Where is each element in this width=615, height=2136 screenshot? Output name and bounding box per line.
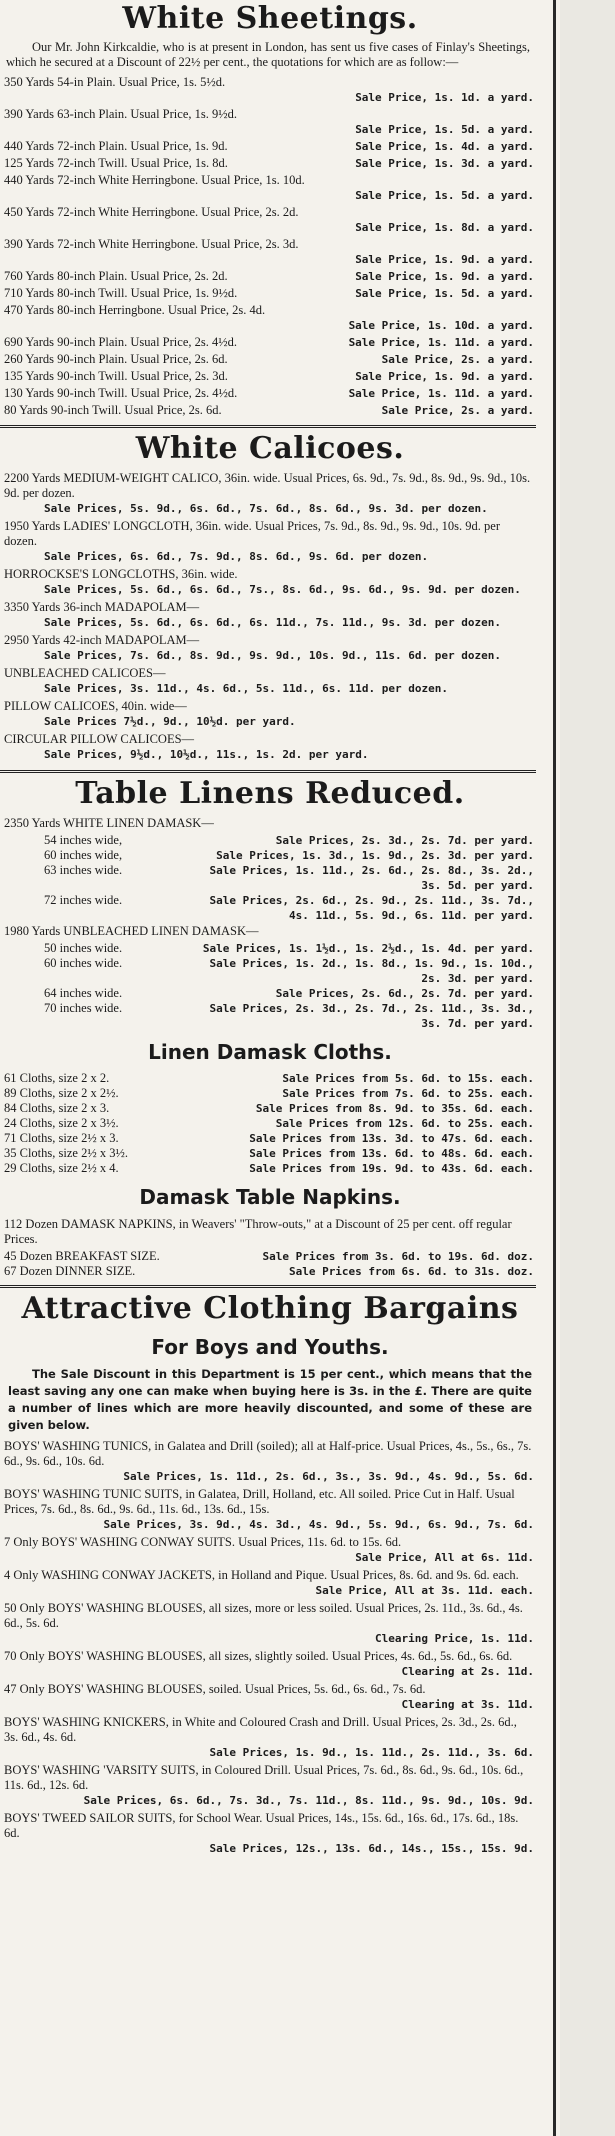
cloth-size: 84 Cloths, size 2 x 3. (4, 1101, 110, 1115)
item-description: 690 Yards 90-inch Plain. Usual Price, 2s. 4½d. (4, 335, 237, 349)
width-label: 63 inches wide. (44, 863, 123, 877)
item-description: 3350 Yards 36-inch MADAPOLAM— (4, 600, 200, 614)
cloth-size: 71 Cloths, size 2½ x 3. (4, 1131, 119, 1145)
damask-row (0, 941, 540, 956)
clothing-item (0, 1762, 540, 1810)
sale-price: Clearing at 2s. 11d. (401, 1665, 534, 1678)
width-label: 54 inches wide, (44, 833, 123, 847)
damask-row (0, 986, 540, 1001)
sale-price: Sale Prices from 19s. 9d. to 43s. 6d. each. (249, 1162, 534, 1175)
clothing-item (0, 1681, 540, 1714)
sale-price: Clearing Price, 1s. 11d. (375, 1632, 534, 1645)
sale-price: Sale Prices, 12s., 13s. 6d., 14s., 15s., 15s. 9d. (209, 1842, 534, 1855)
sale-price: Sale Prices, 2s. 3d., 2s. 7d. per yard. (275, 834, 534, 847)
sale-price: Sale Price, 1s. 5d. a yard. (355, 287, 534, 300)
item-description: 710 Yards 80-inch Twill. Usual Price, 1s. 9½d. (4, 286, 238, 300)
sheeting-item (0, 351, 540, 368)
sale-price: Sale Prices, 2s. 6d., 2s. 9d., 2s. 11d., 3s. 7d., 4s. 11d., 5s. 9d., 6s. 11d. per yard. (209, 894, 534, 922)
sheeting-item (0, 106, 540, 138)
damask-row (0, 848, 540, 863)
calico-item (0, 665, 540, 698)
calico-item (0, 731, 540, 764)
clothing-item (0, 1810, 540, 1858)
item-description: 50 Only BOYS' WASHING BLOUSES, all sizes, more or less soiled. Usual Prices, 2s. 11d., 3s. 6d., 4s. 6d., 5s. 6d. (4, 1601, 523, 1630)
item-description: BOYS' WASHING 'VARSITY SUITS, in Coloured Drill. Usual Prices, 7s. 6d., 8s. 6d., 9s. 6d., 10s. 6d., 11s. 6d., 12s. 6d. (4, 1763, 524, 1792)
item-description: 7 Only BOYS' WASHING CONWAY SUITS. Usual Prices, 11s. 6d. to 15s. 6d. (4, 1535, 402, 1549)
sheeting-item (0, 402, 540, 419)
damask-row (0, 863, 540, 893)
item-description: 135 Yards 90-inch Twill. Usual Price, 2s. 3d. (4, 369, 228, 383)
sale-price: Sale Prices, 1s. 2d., 1s. 8d., 1s. 9d., 1s. 10d., 2s. 3d. per yard. (209, 957, 534, 985)
unbleached-damask-heading: 1980 Yards UNBLEACHED LINEN DAMASK— (4, 924, 259, 938)
clothing-item (0, 1714, 540, 1762)
clothing-item (0, 1600, 540, 1648)
column-rule (553, 0, 556, 2136)
cloth-row (0, 1086, 540, 1101)
clothing-item (0, 1438, 540, 1486)
page-margin (560, 0, 615, 2136)
item-description: 440 Yards 72-inch White Herringbone. Usual Price, 1s. 10d. (4, 173, 305, 187)
damask-row (0, 956, 540, 986)
item-description: 2200 Yards MEDIUM-WEIGHT CALICO, 36in. wide. Usual Prices, 6s. 9d., 7s. 9d., 8s. 9d., 9s. 9d., 10s. 9d. per dozen. (4, 471, 531, 500)
sale-price: Sale Price, 2s. a yard. (381, 404, 534, 417)
calico-item (0, 599, 540, 632)
section-title-clothing: Attractive Clothing Bargains (21, 1291, 519, 1326)
section-divider (0, 425, 536, 428)
width-label: 50 inches wide. (44, 941, 123, 955)
item-description: 390 Yards 63-inch Plain. Usual Price, 1s. 9½d. (4, 107, 237, 121)
sale-price: Sale Price, 1s. 1d. a yard. (355, 91, 534, 104)
item-description: BOYS' WASHING TUNICS, in Galatea and Drill (soiled); all at Half-price. Usual Prices, 4s., 5s., 6s., 7s. 6d., 9s. 6d., 10s. 6d. (4, 1439, 532, 1468)
cloth-size: 24 Cloths, size 2 x 3½. (4, 1116, 119, 1130)
width-label: 70 inches wide. (44, 1001, 123, 1015)
item-description: 450 Yards 72-inch White Herringbone. Usual Price, 2s. 2d. (4, 205, 299, 219)
subsection-title-damask-cloths: Linen Damask Cloths. (148, 1040, 392, 1064)
sheetings-intro: Our Mr. John Kirkcaldie, who is at present in London, has sent us five cases of Finlay's Sheetings, which he secured at a Discount of 22½ per cent., the quotations for which are as follow:— (6, 40, 530, 69)
sale-price: Sale Prices, 1s. 3d., 1s. 9d., 2s. 3d. per yard. (216, 849, 534, 862)
napkin-size: 45 Dozen BREAKFAST SIZE. (4, 1249, 160, 1263)
sheetings-list (0, 74, 540, 419)
sheeting-item (0, 368, 540, 385)
cloth-row (0, 1146, 540, 1161)
cloth-size: 89 Cloths, size 2 x 2½. (4, 1086, 119, 1100)
sale-price: Sale Prices, 2s. 6d., 2s. 7d. per yard. (275, 987, 534, 1000)
cloth-row (0, 1116, 540, 1131)
item-description: 1950 Yards LADIES' LONGCLOTH, 36in. wide. Usual Prices, 7s. 9d., 8s. 9d., 9s. 9d., 10s. 9d. per dozen. (4, 519, 500, 548)
sale-price: Sale Price, 1s. 9d. a yard. (355, 270, 534, 283)
cloth-row (0, 1071, 540, 1086)
sheeting-item (0, 236, 540, 268)
cloth-row (0, 1131, 540, 1146)
item-description: 70 Only BOYS' WASHING BLOUSES, all sizes, slightly soiled. Usual Prices, 4s. 6d., 5s. 6d., 6s. 6d. (4, 1649, 513, 1663)
damask-row (0, 1001, 540, 1031)
section-title-white-calicoes: White Calicoes. (135, 431, 405, 466)
sale-price: Sale Prices, 3s. 9d., 4s. 3d., 4s. 9d., 5s. 9d., 6s. 9d., 7s. 6d. (103, 1518, 534, 1531)
sale-price: Sale Price, 1s. 3d. a yard. (355, 157, 534, 170)
sale-price: Sale Prices, 7s. 6d., 8s. 9d., 9s. 9d., 10s. 9d., 11s. 6d. per dozen. (44, 649, 501, 662)
section-divider (0, 1285, 536, 1288)
calico-item (0, 566, 540, 599)
item-description: 470 Yards 80-inch Herringbone. Usual Price, 2s. 4d. (4, 303, 266, 317)
sale-price: Sale Prices, 1s. 9d., 1s. 11d., 2s. 11d., 3s. 6d. (209, 1746, 534, 1759)
item-description: UNBLEACHED CALICOES— (4, 666, 166, 680)
sheeting-item (0, 204, 540, 236)
sale-price: Sale Price, 1s. 9d. a yard. (355, 370, 534, 383)
sale-price: Sale Price, 1s. 9d. a yard. (355, 253, 534, 266)
item-description: 390 Yards 72-inch White Herringbone. Usual Price, 2s. 3d. (4, 237, 299, 251)
clothing-item (0, 1648, 540, 1681)
item-description: 2950 Yards 42-inch MADAPOLAM— (4, 633, 200, 647)
napkins-intro: 112 Dozen DAMASK NAPKINS, in Weavers' "Throw-outs," at a Discount of 25 per cent. off regular Prices. (4, 1217, 512, 1246)
width-label: 72 inches wide. (44, 893, 123, 907)
damask-row (0, 893, 540, 923)
sale-price: Sale Prices, 1s. 1½d., 1s. 2½d., 1s. 4d. per yard. (202, 942, 534, 955)
clothing-item (0, 1534, 540, 1567)
sheeting-item (0, 172, 540, 204)
sheeting-item (0, 385, 540, 402)
sale-price: Sale Prices, 9½d., 10½d., 11s., 1s. 2d. per yard. (44, 748, 369, 761)
cloth-size: 29 Cloths, size 2½ x 4. (4, 1161, 119, 1175)
napkin-row (0, 1264, 540, 1279)
item-description: BOYS' WASHING TUNIC SUITS, in Galatea, Drill, Holland, etc. All soiled. Price Cut in Half. Usual Prices, 7s. 6d., 8s. 6d., 9s. 6d., 11s. 6d., 13s. 6d., 15s. (4, 1487, 515, 1516)
sale-price: Sale Price, 1s. 8d. a yard. (355, 221, 534, 234)
napkin-size: 67 Dozen DINNER SIZE. (4, 1264, 136, 1278)
width-label: 64 inches wide. (44, 986, 123, 1000)
sale-price: Sale Prices, 6s. 6d., 7s. 9d., 8s. 6d., 9s. 6d. per dozen. (44, 550, 429, 563)
white-damask-list (0, 833, 540, 923)
sale-price: Sale Prices from 5s. 6d. to 15s. each. (282, 1072, 534, 1085)
clothing-intro: The Sale Discount in this Department is 15 per cent., which means that the least saving any one can make when buying here is 3s. in the £. There are quite a number of lines which are more heavily discounted, and some of these are given below. (8, 1367, 532, 1432)
item-description: 350 Yards 54-in Plain. Usual Price, 1s. 5½d. (4, 75, 226, 89)
section-divider (0, 770, 536, 773)
sale-price: Sale Prices, 3s. 11d., 4s. 6d., 5s. 11d., 6s. 11d. per dozen. (44, 682, 448, 695)
sheeting-item (0, 268, 540, 285)
sheeting-item (0, 334, 540, 351)
sale-price: Sale Prices from 8s. 9d. to 35s. 6d. each. (255, 1102, 534, 1115)
item-description: CIRCULAR PILLOW CALICOES— (4, 732, 195, 746)
sale-price: Sale Prices, 5s. 9d., 6s. 6d., 7s. 6d., 8s. 6d., 9s. 3d. per dozen. (44, 502, 488, 515)
item-description: 80 Yards 90-inch Twill. Usual Price, 2s. 6d. (4, 403, 222, 417)
sale-price: Sale Price, 1s. 5d. a yard. (355, 189, 534, 202)
sale-price: Clearing at 3s. 11d. (401, 1698, 534, 1711)
cloth-size: 35 Cloths, size 2½ x 3½. (4, 1146, 128, 1160)
sale-price: Sale Prices from 13s. 3d. to 47s. 6d. each. (249, 1132, 534, 1145)
sheeting-item (0, 285, 540, 302)
sale-price: Sale Prices from 7s. 6d. to 25s. each. (282, 1087, 534, 1100)
clothing-list (0, 1438, 540, 1858)
item-description: 260 Yards 90-inch Plain. Usual Price, 2s. 6d. (4, 352, 228, 366)
item-description: 47 Only BOYS' WASHING BLOUSES, soiled. Usual Prices, 5s. 6d., 6s. 6d., 7s. 6d. (4, 1682, 426, 1696)
cloth-row (0, 1161, 540, 1176)
calico-item (0, 518, 540, 566)
section-title-white-sheetings: White Sheetings. (122, 1, 418, 36)
sale-price: Sale Prices from 12s. 6d. to 25s. each. (275, 1117, 534, 1130)
cloths-list (0, 1071, 540, 1176)
sale-price: Sale Prices from 6s. 6d. to 31s. doz. (288, 1265, 534, 1278)
item-description: 125 Yards 72-inch Twill. Usual Price, 1s. 8d. (4, 156, 228, 170)
sheeting-item (0, 74, 540, 106)
sale-price: Sale Price, 1s. 10d. a yard. (348, 319, 534, 332)
clothing-item (0, 1486, 540, 1534)
white-damask-heading: 2350 Yards WHITE LINEN DAMASK— (4, 816, 214, 830)
sale-price: Sale Price, 1s. 11d. a yard. (348, 387, 534, 400)
item-description: 760 Yards 80-inch Plain. Usual Price, 2s. 2d. (4, 269, 228, 283)
sale-price: Sale Prices, 6s. 6d., 7s. 3d., 7s. 11d., 8s. 11d., 9s. 9d., 10s. 9d. (83, 1794, 534, 1807)
sale-price: Sale Price, 2s. a yard. (381, 353, 534, 366)
sale-price: Sale Prices, 2s. 3d., 2s. 7d., 2s. 11d., 3s. 3d., 3s. 7d. per yard. (209, 1002, 534, 1030)
clothing-item (0, 1567, 540, 1600)
napkins-list (0, 1249, 540, 1279)
sale-price: Sale Prices, 1s. 11d., 2s. 6d., 2s. 8d., 3s. 2d., 3s. 5d. per yard. (209, 864, 534, 892)
sale-price: Sale Price, 1s. 4d. a yard. (355, 140, 534, 153)
sale-price: Sale Price, All at 3s. 11d. each. (315, 1584, 534, 1597)
cloth-size: 61 Cloths, size 2 x 2. (4, 1071, 110, 1085)
cloth-row (0, 1101, 540, 1116)
damask-row (0, 833, 540, 848)
sale-price: Sale Prices, 5s. 6d., 6s. 6d., 6s. 11d., 7s. 11d., 9s. 3d. per dozen. (44, 616, 501, 629)
calico-item (0, 470, 540, 518)
width-label: 60 inches wide, (44, 848, 123, 862)
sheeting-item (0, 302, 540, 334)
section-title-table-linens: Table Linens Reduced. (75, 776, 465, 811)
sale-price: Sale Price, All at 6s. 11d. (355, 1551, 534, 1564)
width-label: 60 inches wide. (44, 956, 123, 970)
sale-price: Sale Price, 1s. 5d. a yard. (355, 123, 534, 136)
sale-price: Sale Prices from 3s. 6d. to 19s. 6d. doz. (262, 1250, 534, 1263)
subsection-title-napkins: Damask Table Napkins. (139, 1185, 401, 1209)
calicoes-list (0, 470, 540, 764)
sheeting-item (0, 155, 540, 172)
sale-price: Sale Prices, 1s. 11d., 2s. 6d., 3s., 3s. 9d., 4s. 9d., 5s. 6d. (123, 1470, 534, 1483)
sale-price: Sale Prices 7½d., 9d., 10½d. per yard. (44, 715, 296, 728)
item-description: 4 Only WASHING CONWAY JACKETS, in Holland and Pique. Usual Prices, 8s. 6d. and 9s. 6d. each. (4, 1568, 519, 1582)
item-description: 440 Yards 72-inch Plain. Usual Price, 1s. 9d. (4, 139, 228, 153)
calico-item (0, 632, 540, 665)
item-description: PILLOW CALICOES, 40in. wide— (4, 699, 187, 713)
sale-price: Sale Prices from 13s. 6d. to 48s. 6d. each. (249, 1147, 534, 1160)
item-description: BOYS' TWEED SAILOR SUITS, for School Wear. Usual Prices, 14s., 15s. 6d., 16s. 6d., 17s. 6d., 18s. 6d. (4, 1811, 519, 1840)
item-description: BOYS' WASHING KNICKERS, in White and Coloured Crash and Drill. Usual Prices, 2s. 3d., 2s. 6d., 3s. 6d., 4s. 6d. (4, 1715, 517, 1744)
item-description: 130 Yards 90-inch Twill. Usual Price, 2s. 4½d. (4, 386, 238, 400)
sale-price: Sale Prices, 5s. 6d., 6s. 6d., 7s., 8s. 6d., 9s. 6d., 9s. 9d. per dozen. (44, 583, 521, 596)
sheeting-item (0, 138, 540, 155)
item-description: HORROCKSE'S LONGCLOTHS, 36in. wide. (4, 567, 238, 581)
calico-item (0, 698, 540, 731)
sale-price: Sale Price, 1s. 11d. a yard. (348, 336, 534, 349)
unbleached-damask-list (0, 941, 540, 1031)
subsection-title-boys: For Boys and Youths. (151, 1335, 389, 1359)
napkin-row (0, 1249, 540, 1264)
